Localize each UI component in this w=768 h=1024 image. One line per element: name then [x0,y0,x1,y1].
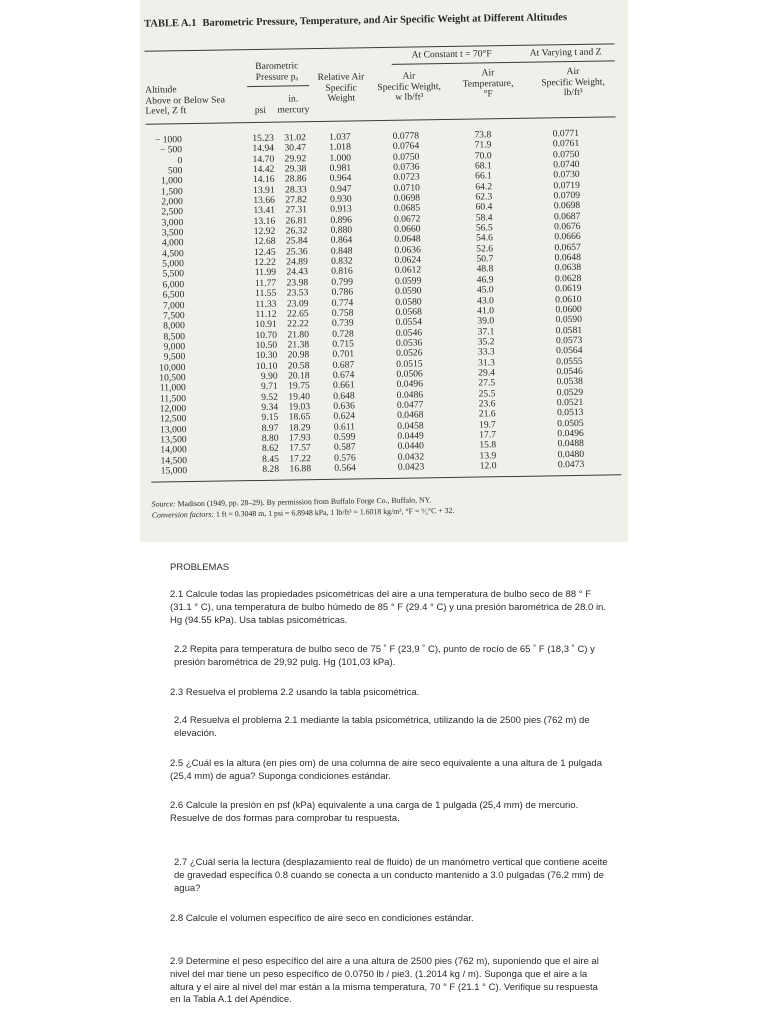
cell-altitude: 5,000 [162,258,184,270]
cell-specific-weight-const: 0.0506 [396,368,423,380]
cell-air-temperature: 43.0 [476,294,494,307]
cell-psi: 12.68 [253,236,276,248]
cell-specific-weight-varying: 0.0719 [553,179,580,192]
cell-air-temperature: 23.6 [478,398,496,410]
cell-altitude: 11,500 [159,392,187,405]
problem-2-7: 2.7 ¿Cuál sería la lectura (desplazamiento real de fluido) de un manómetro vertical que contiene aceite de gravedad específica 0.8 cuando se conecta a un conducto mantenido a 3.0 pulgadas (76.2 mm) de agua? [174,857,608,894]
cell-psi: 11.33 [255,298,277,310]
cell-specific-weight-varying: 0.0657 [554,241,581,254]
cell-specific-weight-varying: 0.0555 [556,355,583,367]
cell-altitude: 3,500 [161,227,184,239]
cell-specific-weight-varying: 0.0771 [552,127,580,140]
header-bottom-rule [146,116,616,124]
cell-psi: 14.42 [252,163,275,176]
cell-air-temperature: 15.8 [479,439,497,451]
cell-psi: 11.77 [254,277,277,289]
cell-specific-weight-const: 0.0458 [397,420,424,432]
cell-psi: 10.50 [255,339,278,351]
cell-relative-weight: 1.018 [329,141,351,154]
cell-altitude: 10,000 [159,361,186,374]
cell-specific-weight-const: 0.0496 [396,378,424,391]
cell-air-temperature: 17.7 [479,429,497,441]
cell-air-temperature: 25.5 [478,387,496,400]
cell-altitude: 9,500 [163,351,186,363]
problem-2-2: 2.2 Repita para temperatura de bulbo seco de 75 ˚ F (23,9 ˚ C), punto de rocío de 65 ˚ F (18,3 ˚ C) y presión barométrica de 29,92 pulg. Hg (101,03 kPa). [174,644,595,668]
cell-in-mercury: 28.86 [284,173,307,185]
cell-specific-weight-const: 0.0536 [395,337,423,349]
cell-altitude: 1,000 [160,175,183,187]
table-title [144,10,614,31]
conversion-label: Conversion factors: [151,509,215,520]
cell-specific-weight-varying: 0.0546 [556,365,583,378]
cell-specific-weight-const: 0.0672 [393,213,421,225]
cell-in-mercury: 26.32 [285,225,308,237]
cell-in-mercury: 19.75 [288,380,310,392]
cell-relative-weight: 0.648 [333,390,355,402]
cell-specific-weight-varying: 0.0600 [555,303,582,316]
cell-specific-weight-const: 0.0432 [397,451,425,463]
cell-altitude: 9,000 [163,341,186,353]
cell-altitude: 5,500 [162,268,185,280]
cell-psi: 11.12 [255,308,277,320]
cell-specific-weight-varying: 0.0610 [555,293,582,305]
column-altitude [146,135,187,477]
cell-air-temperature: 35.2 [477,336,495,348]
cell-altitude: 10,500 [159,372,186,384]
cell-relative-weight: 0.930 [329,193,352,205]
cell-psi: 9.52 [261,391,279,403]
cell-specific-weight-const: 0.0736 [393,161,420,173]
cell-relative-weight: 0.715 [332,338,355,350]
cell-specific-weight-varying: 0.0698 [553,200,581,212]
cell-air-temperature: 27.5 [478,377,496,389]
header-constant-group: At Constant t = 70°F [411,48,492,61]
cell-relative-weight: 0.576 [334,452,356,464]
column-specific-weight-const [386,131,431,473]
group-rule [392,60,615,65]
cell-relative-weight: 0.880 [330,224,353,236]
cell-specific-weight-varying: 0.0648 [554,252,582,264]
cell-air-temperature: 73.8 [474,129,492,141]
cell-in-mercury: 25.36 [286,245,308,258]
cell-psi: 10.10 [255,360,278,372]
cell-specific-weight-const: 0.0515 [396,357,423,370]
cell-altitude: 7,000 [162,299,185,311]
cell-relative-weight: 0.587 [333,441,356,454]
cell-specific-weight-varying: 0.0473 [557,458,585,471]
cell-in-mercury: 21.80 [287,328,310,341]
cell-in-mercury: 29.38 [284,163,307,175]
cell-relative-weight: 0.848 [330,245,353,257]
cell-in-mercury: 17.93 [288,432,311,444]
cell-relative-weight: 1.037 [329,131,351,143]
cell-altitude: 8,000 [163,320,185,332]
cell-relative-weight: 0.832 [330,255,353,267]
cell-relative-weight: 0.913 [330,203,352,216]
cell-relative-weight: 0.816 [331,265,353,278]
cell-in-mercury: 28.33 [285,183,307,196]
cell-specific-weight-varying: 0.0513 [556,407,584,419]
cell-relative-weight: 0.864 [330,234,353,247]
column-psi [246,134,279,476]
cell-in-mercury: 23.53 [286,287,309,299]
header-in-mercury: in. mercury [277,93,310,116]
cell-air-temperature: 62.3 [475,191,493,203]
cell-relative-weight: 0.758 [331,307,354,319]
cell-specific-weight-varying: 0.0676 [554,221,581,233]
cell-specific-weight-const: 0.0580 [395,295,422,308]
cell-air-temperature: 29.4 [478,367,496,379]
cell-in-mercury: 25.84 [285,235,308,247]
cell-specific-weight-const: 0.0554 [395,316,423,329]
cell-relative-weight: 0.981 [329,162,352,174]
cell-in-mercury: 16.88 [289,463,312,475]
column-air-temperature [468,130,503,472]
cell-in-mercury: 24.43 [286,266,309,279]
cell-relative-weight: 0.611 [333,421,356,433]
conversion-text: 1 ft = 0.3048 m, 1 psi = 6.8948 kPa, 1 lb/ft³ = 1.6018 kg/m³, °F = ⁹⁄₅°C + 32. [215,505,455,519]
cell-psi: 8.80 [261,432,279,444]
cell-specific-weight-varying: 0.0730 [553,169,580,181]
cell-air-temperature: 45.0 [476,284,494,296]
cell-altitude: 11,000 [159,382,186,394]
table-label: TABLE A.1 [144,17,197,30]
cell-psi: 12.22 [254,256,276,269]
cell-air-temperature: 12.0 [479,460,497,472]
cell-altitude: 1,500 [161,185,183,198]
header-air-sw-const: Air Specific Weight, w lb/ft³ [377,70,441,103]
cell-specific-weight-varying: 0.0488 [557,438,585,450]
cell-specific-weight-varying: 0.0628 [554,272,582,285]
cell-specific-weight-varying: 0.0505 [557,417,584,429]
cell-altitude: 15,000 [160,465,188,477]
cell-altitude: − 1000 [154,134,182,146]
cell-specific-weight-varying: 0.0750 [552,148,580,161]
cell-air-temperature: 41.0 [477,305,495,317]
cell-altitude: 12,500 [159,413,187,425]
cell-in-mercury: 20.18 [287,370,310,382]
problem-2-3: 2.3 Resuelva el problema 2.2 usando la tabla psicométrica. [170,687,420,698]
cell-psi: 13.16 [253,215,276,227]
cell-specific-weight-varying: 0.0480 [557,448,585,460]
cell-relative-weight: 0.661 [332,379,355,392]
cell-specific-weight-varying: 0.0529 [556,386,584,398]
cell-specific-weight-const: 0.0764 [392,140,420,153]
cell-air-temperature: 50.7 [476,253,494,265]
cell-altitude: 7,500 [162,309,185,322]
table-bottom-rule [151,474,621,482]
cell-specific-weight-const: 0.0685 [393,202,421,215]
cell-specific-weight-const: 0.0660 [394,223,421,235]
cell-psi: 13.66 [253,194,275,207]
cell-specific-weight-varying: 0.0564 [555,345,583,357]
cell-relative-weight: 0.674 [332,369,355,381]
cell-in-mercury: 18.29 [288,421,311,434]
cell-specific-weight-const: 0.0612 [394,264,422,277]
cell-psi: 9.34 [261,401,279,413]
cell-in-mercury: 17.57 [289,442,311,454]
cell-relative-weight: 0.947 [329,183,352,195]
cell-air-temperature: 21.6 [478,408,496,420]
cell-air-temperature: 31.3 [477,356,495,369]
cell-altitude: − 500 [159,144,183,156]
cell-air-temperature: 46.9 [476,274,494,286]
cell-air-temperature: 66.1 [475,170,493,182]
cell-relative-weight: 0.799 [331,276,354,288]
cell-specific-weight-const: 0.0750 [392,151,420,163]
cell-psi: 8.97 [261,422,279,434]
table-a1 [140,0,628,542]
cell-specific-weight-const: 0.0624 [394,254,422,266]
cell-psi: 11.55 [255,287,277,300]
cell-in-mercury: 31.02 [284,132,306,144]
cell-air-temperature: 19.7 [478,418,496,431]
cell-in-mercury: 21.38 [287,339,310,351]
cell-specific-weight-varying: 0.0521 [556,396,584,409]
cell-relative-weight: 0.624 [333,410,356,423]
cell-altitude: 500 [167,165,183,177]
table-source-note [152,491,622,520]
cell-specific-weight-varying: 0.0581 [555,324,583,336]
cell-air-temperature: 39.0 [477,315,495,327]
cell-specific-weight-const: 0.0698 [393,192,421,204]
cell-psi: 15.23 [252,132,274,145]
cell-psi: 14.70 [252,153,275,165]
cell-relative-weight: 0.701 [332,348,355,361]
cell-relative-weight: 0.687 [332,359,355,371]
cell-relative-weight: 0.964 [329,172,352,185]
table-title-text: Barometric Pressure, Temperature, and Air Specific Weight at Different Altitudes [202,12,568,29]
cell-air-temperature: 33.3 [477,346,495,358]
cell-specific-weight-varying: 0.0573 [555,334,583,347]
cell-in-mercury: 20.58 [287,359,310,372]
cell-in-mercury: 22.65 [286,308,309,320]
header-altitude: Altitude Above or Below Sea Level, Z ft [145,84,226,117]
cell-in-mercury: 17.22 [289,452,312,465]
cell-altitude: 14,500 [160,454,188,467]
cell-altitude: 12,000 [159,403,187,415]
cell-specific-weight-const: 0.0636 [394,244,421,256]
cell-in-mercury: 26.81 [285,214,308,227]
cell-relative-weight: 0.599 [333,431,356,443]
cell-relative-weight: 0.896 [330,214,353,226]
cell-air-temperature: 60.4 [475,201,493,213]
cell-air-temperature: 58.4 [475,212,493,224]
cell-relative-weight: 0.728 [332,328,354,340]
cell-psi: 11.99 [254,267,277,279]
column-in-mercury [276,133,311,475]
column-relative-weight [322,132,363,474]
cell-relative-weight: 0.739 [331,317,354,330]
cell-altitude: 8,500 [163,330,186,343]
cell-psi: 9.90 [260,370,278,382]
cell-air-temperature: 68.1 [474,160,492,172]
cell-specific-weight-varying: 0.0619 [555,283,582,295]
cell-altitude: 6,000 [162,278,185,291]
cell-relative-weight: 1.000 [329,152,352,164]
cell-specific-weight-const: 0.0648 [394,233,421,246]
cell-in-mercury: 23.09 [286,297,309,310]
cell-specific-weight-varying: 0.0687 [553,210,581,223]
cell-psi: 13.91 [253,184,275,196]
cell-air-temperature: 64.2 [475,181,493,193]
cell-specific-weight-varying: 0.0538 [556,376,584,388]
cell-specific-weight-const: 0.0778 [392,130,420,142]
cell-altitude: 13,500 [160,434,187,446]
cell-air-temperature: 48.8 [476,263,494,276]
cell-in-mercury: 18.65 [288,411,311,423]
cell-in-mercury: 27.31 [285,204,308,216]
cell-air-temperature: 56.5 [475,222,493,234]
cell-specific-weight-const: 0.0477 [396,399,424,411]
cell-specific-weight-const: 0.0440 [397,440,425,453]
cell-in-mercury: 29.92 [284,152,307,165]
cell-psi: 14.16 [252,174,275,186]
cell-psi: 10.91 [255,318,277,331]
problem-2-5: 2.5 ¿Cuál es la altura (en pies om) de una columna de aire seco equivalente a una altura de 1 pulgada (25,4 mm) de agua? Suponga condiciones estándar. [170,758,602,782]
cell-psi: 13.41 [253,205,276,217]
problems-title: PROBLEMAS [170,562,230,573]
cell-specific-weight-const: 0.0423 [397,461,425,473]
cell-relative-weight: 0.564 [334,462,356,474]
cell-specific-weight-varying: 0.0709 [553,189,581,202]
cell-in-mercury: 19.40 [288,390,311,403]
table-scan-image [140,0,628,542]
cell-air-temperature: 37.1 [477,325,495,338]
cell-specific-weight-varying: 0.0638 [554,262,582,274]
cell-relative-weight: 0.786 [331,286,354,298]
header-air-temperature: Air Temperature, °F [462,67,514,100]
cell-specific-weight-const: 0.0723 [393,171,420,184]
cell-air-temperature: 52.6 [476,243,494,255]
cell-altitude: 2,000 [161,196,183,208]
source-text: Madison (1949, pp. 28–29). By permission from Buffalo Forge Co., Buffalo, NY. [177,495,432,509]
header-varying-group: At Varying t and Z [529,46,602,59]
cell-psi: 10.70 [255,329,278,341]
cell-in-mercury: 24.89 [286,256,308,268]
cell-specific-weight-const: 0.0468 [396,409,424,422]
cell-in-mercury: 23.98 [286,277,309,289]
cell-psi: 12.45 [254,246,276,258]
cell-psi: 12.92 [253,225,276,238]
cell-psi: 10.30 [255,349,278,362]
problem-2-4: 2.4 Resuelva el problema 2.1 mediante la tabla psicométrica, utilizando la de 2500 pies (762 m) de elevación. [174,715,590,739]
cell-psi: 14.94 [252,143,275,155]
cell-altitude: 3,000 [161,216,184,229]
cell-specific-weight-varying: 0.0590 [555,314,583,326]
problem-2-9: 2.9 Determine el peso específico del aire a una altura de 2500 pies (762 m), suponiendo que el aire al nivel del mar tiene un peso específico de 0.0750 lb / pie3. (1.2014 kg / m). Suponga que el aire a la altura y el aire al nivel del mar están a la misma temperatura, 70 ° F (21.1 ° C). Verifique su respuesta en la Tabla A.1 del Apéndice. [170,956,599,1006]
cell-specific-weight-const: 0.0526 [396,347,423,360]
problem-2-6: 2.6 Calcule la presión en psf (kPa) equivalente a una carga de 1 pulgada (25,4 mm) de mercurio. Resuelve de dos formas para comprobar tu respuesta. [170,800,579,824]
column-specific-weight-varying [546,129,591,471]
cell-in-mercury: 30.47 [284,142,307,154]
cell-altitude: 14,000 [160,444,187,456]
cell-air-temperature: 70.0 [474,149,492,162]
cell-specific-weight-varying: 0.0666 [554,231,581,243]
cell-relative-weight: 0.774 [331,296,354,309]
source-label: Source: [151,499,176,509]
header-relative-air: Relative Air Specific Weight [317,71,365,104]
cell-specific-weight-const: 0.0449 [397,430,424,442]
cell-altitude: 4,500 [162,247,184,260]
cell-altitude: 4,000 [161,237,184,249]
cell-altitude: 0 [177,154,183,166]
cell-in-mercury: 19.03 [288,401,311,413]
cell-air-temperature: 54.6 [476,232,493,244]
cell-specific-weight-varying: 0.0496 [557,427,584,440]
cell-specific-weight-const: 0.0710 [393,182,420,194]
cell-specific-weight-const: 0.0546 [395,326,423,339]
cell-altitude: 13,000 [159,423,187,436]
cell-relative-weight: 0.636 [333,400,355,412]
cell-in-mercury: 22.22 [287,318,309,330]
cell-psi: 8.28 [262,463,280,475]
cell-psi: 8.45 [262,453,280,465]
cell-psi: 9.71 [260,380,278,393]
barometric-rule [247,85,309,87]
header-barometric: Barometric Pressure pₐ [255,60,299,83]
cell-altitude: 6,500 [162,289,185,301]
cell-specific-weight-const: 0.0486 [396,388,424,401]
cell-in-mercury: 20.98 [287,349,310,361]
cell-altitude: 2,500 [161,206,184,218]
cell-specific-weight-varying: 0.0761 [552,138,580,150]
cell-psi: 8.62 [261,442,279,455]
problem-2-8: 2.8 Calcule el volumen específico de aire seco en condiciones estándar. [170,913,474,924]
header-psi: psi [254,104,267,117]
cell-air-temperature: 13.9 [479,449,497,462]
header-air-sw-varying: Air Specific Weight, lb/ft³ [541,65,605,99]
cell-specific-weight-const: 0.0568 [395,306,422,318]
problem-2-1: 2.1 Calcule todas las propiedades psicométricas del aire a una temperatura de bulbo seco de 88 ° F (31.1 ° C), una temperatura de bulbo húmedo de 85 ° F (29.4 ° C) y una presión barométrica de 28.0 in. Hg (94.55 kPa). Usa tablas psicométricas. [170,589,606,626]
cell-psi: 9.15 [261,411,279,424]
cell-specific-weight-const: 0.0599 [394,275,422,287]
cell-specific-weight-const: 0.0590 [395,285,422,297]
cell-specific-weight-varying: 0.0740 [553,158,580,171]
cell-air-temperature: 71.9 [474,139,492,151]
cell-in-mercury: 27.82 [285,194,307,206]
